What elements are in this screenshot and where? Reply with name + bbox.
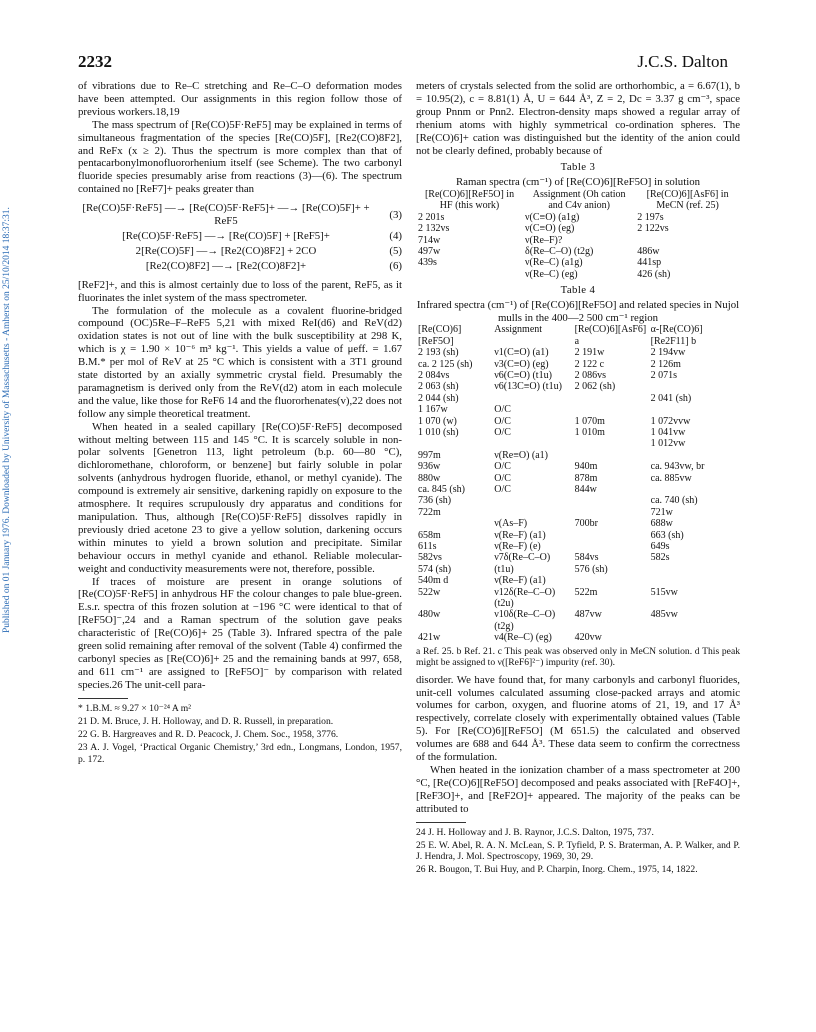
table-cell: ν(As–F) <box>494 518 528 530</box>
table-cell <box>492 507 572 518</box>
table-cell: 700br <box>574 518 598 530</box>
table-cell: 582s <box>650 552 670 564</box>
paragraph: When heated in the ionization chamber of a mass spectrometer at 200 °C, [Re(CO)6][ReF5O] decomposed and peaks associated with [ReF4O]+, [ReF3O]+, and [ReF2O]+ appeared. The majority of the peaks can be attributed to <box>416 764 740 815</box>
table-cell: ca. 943vw, br <box>650 461 705 473</box>
table-cell: 515vw <box>650 586 678 598</box>
table-cell: ν6(13C≡O) (t1u) <box>494 381 562 393</box>
table-row <box>416 257 740 268</box>
table-cell: ν12δ(Re–C–O) (t2u) <box>494 586 556 610</box>
table-cell: ca. 740 (sh) <box>650 495 698 507</box>
table-cell: O/C <box>494 472 511 484</box>
reaction-scheme <box>78 202 402 273</box>
equation-number: (4) <box>389 229 402 242</box>
table-row <box>416 416 740 427</box>
table-cell: 2 063 (sh) <box>418 381 459 393</box>
table-cell: 721w <box>650 506 673 518</box>
table-cell: ν(Re–C) (a1g) <box>525 257 583 269</box>
table-row <box>416 450 740 461</box>
footnote: 25 E. W. Abel, R. A. N. McLean, S. P. Tyfield, P. S. Braterman, A. P. Walker, and P. J. Hendra, J. Mol. Spectroscopy, 1969, 30, 29. <box>416 839 740 863</box>
table-cell: 439s <box>418 257 437 269</box>
table-cell <box>649 404 740 415</box>
table-cell: 2 086vs <box>574 369 606 381</box>
table-header-row <box>416 324 740 347</box>
table-cell: 722m <box>418 506 441 518</box>
table-cell: 522w <box>418 586 441 598</box>
table-cell: 2 201s <box>418 211 445 223</box>
table-cell <box>649 450 740 461</box>
table-cell: 997m <box>418 449 441 461</box>
table-cell: 441sp <box>637 257 662 269</box>
table-cell: ν(Re–F) (e) <box>494 541 541 552</box>
table-cell: ν(Re–F)? <box>525 234 563 246</box>
table-cell: 2 126m <box>650 358 681 370</box>
table-cell: 1 041vw <box>650 426 686 438</box>
table-cell: 880w <box>418 472 441 484</box>
table-row <box>416 518 740 529</box>
table-cell: 426 (sh) <box>637 268 671 280</box>
table-cell: ν(Re≡O) (a1) <box>494 449 549 461</box>
column-header: [Re(CO)6][ReF5O] <box>418 324 462 347</box>
table-cell: ca. 845 (sh) <box>418 483 465 495</box>
table-cell <box>492 495 572 506</box>
table-row <box>416 381 740 392</box>
table-cell: 421w <box>418 632 441 644</box>
table-header-row <box>416 189 740 212</box>
table-row <box>416 632 740 643</box>
table-caption: Table 4 <box>560 284 596 297</box>
table-cell: 714w <box>418 234 441 246</box>
reaction-equation <box>78 260 402 273</box>
table-row <box>416 246 740 257</box>
table-cell: 487vw <box>574 609 602 621</box>
table-row <box>416 438 740 449</box>
table-cell: 2 122 c <box>574 358 605 370</box>
paragraph: The mass spectrum of [Re(CO)5F·ReF5] may be explained in terms of simultaneous fragmentation of the species [Re(CO)5F], [Re2(CO)8F2], and ReFx (x ≥ 2). Thus the spectrum is more complex than that of pentacarbonylmonofluororhenium itself (see Scheme). The two carbonyl fluoride species presumably arise from reactions (3)—(6). The spectrum contained no [ReF7]+ peaks greater than <box>78 118 402 196</box>
table-cell: 574 (sh) <box>418 563 452 575</box>
table-cell: ν(Re–F) (a1) <box>494 529 546 541</box>
table-row <box>416 269 740 280</box>
table-row <box>416 359 740 370</box>
table-row <box>416 575 740 586</box>
table-cell: 1 012vw <box>650 438 686 450</box>
footnote: 23 A. J. Vogel, ‘Practical Organic Chemistry,’ 3rd edn., Longmans, London, 1957, p. 172. <box>78 742 402 765</box>
table-cell: 936w <box>418 461 441 473</box>
reaction-formula: [Re2(CO)8F2] —→ [Re2(CO)8F2]+ <box>145 259 307 272</box>
table-cell: ca. 885vw <box>650 472 692 484</box>
equation-number: (5) <box>389 244 402 257</box>
table-cell: 1 167w <box>418 404 448 416</box>
table-cell <box>573 507 649 518</box>
table-cell: ν1(C≡O) (a1) <box>494 347 549 359</box>
paragraph: disorder. We have found that, for many carbonyls and carbonyl fluorides, unit-cell volumes calculated assuming close-packed arrays and atomic volumes for carbon, oxygen, and fluorine atoms of 21, 19, and 17 Å³ respectively, correlate closely with experimentally obtained values (Table 5). For [Re(CO)6][ReF5O] (M 651.5) the calculated and observed volumes are 688 and 644 Å³. These data seem to confirm the correctness of the formulation. <box>416 673 740 764</box>
table-cell: ν10δ(Re–C–O) (t2g) <box>494 609 556 632</box>
table-row <box>416 393 740 404</box>
table-row <box>416 541 740 552</box>
paragraph: [ReF2]+, and this is almost certainly due to loss of the parent, ReF5, as it fluorinates the inlet system of the mass spectrometer. <box>78 278 402 304</box>
table-cell: 576 (sh) <box>574 563 608 575</box>
table-cell: 1 070m <box>574 415 605 427</box>
reaction-formula: 2[Re(CO)5F] —→ [Re2(CO)8F2] + 2CO <box>135 244 317 257</box>
right-column <box>416 80 740 877</box>
table-cell: 688w <box>650 518 673 530</box>
table-cell: 540m d <box>418 575 449 587</box>
table-cell <box>649 564 740 575</box>
table-cell: 2 062 (sh) <box>574 381 616 393</box>
footnote: * 1.B.M. ≈ 9.27 × 10⁻²⁴ A m² <box>78 702 192 714</box>
table-title: Infrared spectra (cm⁻¹) of [Re(CO)6][ReF5O] and related species in Nujol mulls in the 400—2 500 cm⁻¹ region <box>416 299 740 324</box>
left-column <box>78 80 402 767</box>
table-row <box>416 552 740 563</box>
table-cell <box>573 530 649 541</box>
footnote-divider <box>416 822 466 823</box>
table-cell: O/C <box>494 461 511 473</box>
table-cell <box>573 393 649 404</box>
table-cell: 2 193 (sh) <box>418 347 459 359</box>
table-cell <box>573 450 649 461</box>
table-cell: ν4(Re–C) (eg) <box>494 632 552 644</box>
table-row <box>416 347 740 358</box>
raman-table <box>416 189 740 280</box>
table-cell <box>649 381 740 392</box>
table-cell: ν7δ(Re–C–O) <box>494 552 551 564</box>
table-row <box>416 564 740 575</box>
table-cell: 584vs <box>574 552 599 564</box>
page-number: 2232 <box>78 52 112 71</box>
paragraph: The formulation of the molecule as a covalent fluorine-bridged compound (OC)5Re–F–ReF5 5,21 with mixed ReI(d6) and ReV(d2) oxidation states is not out of line with the bulk susceptibility at 298 K, which is χ = 1.90 × 10⁻⁶ m³ kg⁻¹. This yields a value of μeff. = 1.67 B.M.* per mol of ReV at 25 °C which is consistent with a 3T1 ground state distorted by an axially symmetric crystal field. Presumably the paramagnetism is derived only from the ReV(d2) atom in each molecule and the value, like those for ReF6 14 and the fluororhenates(v),22 does not follow any simple theoretical treatment. <box>78 304 402 420</box>
paragraph: When heated in a sealed capillary [Re(CO)5F·ReF5] decomposed without melting between 115 and 145 °C. It is scarcely soluble in non-polar solvents [Genetron 113, light petroleum (b.p. 60—80 °C), dichloromethane, chloroform, or benzene] but fairly soluble in polar solvents (anhydrous hydrogen fluoride, ethanol, or methyl cyanide). The compound is extremely air sensitive, darkening rapidly on exposure to the atmosphere. It requires scrupulously dry apparatus and conditions for manipulation. Thus, although [Re(CO)5F·ReF5] dissolves rapidly in previously dried acetone 23 to give a yellow solution, darkening occurs within minutes to yield a brown solution and precipitate. Similar behaviour occurs in methyl cyanide and ethanol. Reliable molecular-weight and conductivity measurements were not, therefore, possible. <box>78 420 402 575</box>
table-cell: 2 071s <box>650 369 678 381</box>
column-header: Assignment (Oh cation and C4v anion) <box>532 188 626 212</box>
table-cell: 1 010m <box>574 426 605 438</box>
table-cell: 2 197s <box>637 211 664 223</box>
table-cell <box>573 541 649 552</box>
table-title: Raman spectra (cm⁻¹) of [Re(CO)6][ReF5O] in solution <box>455 176 700 189</box>
table-cell: 658m <box>418 529 441 541</box>
paragraph: of vibrations due to Re–C stretching and Re–C–O deformation modes have been attempted. Our assignments in this region follow those of previous workers.18,19 <box>78 80 402 118</box>
table-cell: ca. 2 125 (sh) <box>418 358 473 370</box>
table-cell: 497w <box>418 245 441 257</box>
table-cell: ν(Re–C) (eg) <box>525 268 578 280</box>
table-row <box>416 484 740 495</box>
table-cell: (t1u) <box>494 563 514 575</box>
download-notice: Published on 01 January 1976. Downloaded by University of Massachusetts - Amherst on 25/10/2014 18:37:31. <box>2 207 12 633</box>
table-cell: ν(Re–F) (a1) <box>494 575 546 587</box>
table-row <box>416 235 740 246</box>
table-cell: 582vs <box>418 552 442 564</box>
table-cell <box>573 404 649 415</box>
table-row <box>416 530 740 541</box>
footnote-divider <box>78 698 128 699</box>
table-row <box>416 507 740 518</box>
column-header: [Re(CO)6][ReF5O] in HF (this work) <box>424 188 515 212</box>
equation-number: (6) <box>389 259 402 272</box>
reaction-equation <box>78 202 402 228</box>
table-cell: δ(Re–C–O) (t2g) <box>525 245 594 257</box>
table-cell <box>492 438 572 449</box>
table-cell: 649s <box>650 541 670 552</box>
table-row <box>416 427 740 438</box>
table-cell: 663 (sh) <box>650 529 684 541</box>
table-row <box>416 609 740 632</box>
table-row <box>416 404 740 415</box>
table-cell: 522m <box>574 586 598 598</box>
paragraph: meters of crystals selected from the solid are orthorhombic, a = 6.67(1), b = 10.95(2), c = 8.81(1) Å, U = 644 Å³, Z = 2, Dc = 3.37 g cm⁻³, space group Pnnm or Pnn2. Electron-density maps showed a regular array of rhenium atoms with highly symmetrical co-ordination spheres. The [Re(CO)6]+ cation was distinguished but the identity of the anion could not be clearly defined, probably because of <box>416 80 740 157</box>
column-header: α-[Re(CO)6][Re2F11] b <box>650 324 703 347</box>
table-cell <box>492 393 572 404</box>
reaction-equation <box>78 230 402 243</box>
table-cell <box>416 518 492 529</box>
footnote: 26 R. Bougon, T. Bui Huy, and P. Charpin, Inorg. Chem., 1975, 14, 1822. <box>416 864 698 876</box>
table-row <box>416 495 740 506</box>
table-cell: 420vw <box>574 632 602 644</box>
equation-number: (3) <box>389 208 402 221</box>
table-cell <box>649 575 740 586</box>
table-cell: ν(C≡O) (eg) <box>525 223 575 235</box>
table-cell: 480w <box>418 609 441 621</box>
table-caption: Table 3 <box>560 161 596 174</box>
table-cell: 844w <box>574 483 597 495</box>
footnote: 22 G. B. Hargreaves and R. D. Peacock, J. Chem. Soc., 1958, 3776. <box>78 729 339 741</box>
table-row <box>416 370 740 381</box>
table-cell: 2 191w <box>574 347 605 359</box>
table-cell: 2 132vs <box>418 223 450 235</box>
table-row <box>416 461 740 472</box>
table-row <box>416 212 740 223</box>
table-cell: 1 072vvw <box>650 415 691 427</box>
table-cell: 2 044 (sh) <box>418 392 459 404</box>
table-cell: ν3(C≡O) (eg) <box>494 358 549 370</box>
table-cell: 485vw <box>650 609 678 621</box>
table-row <box>416 587 740 610</box>
reaction-equation <box>78 245 402 258</box>
table-cell: 2 122vs <box>637 223 669 235</box>
column-header: [Re(CO)6][AsF6] a <box>574 324 647 347</box>
footnote: 21 D. M. Bruce, J. H. Holloway, and D. R. Russell, in preparation. <box>78 715 334 727</box>
journal-title: J.C.S. Dalton <box>637 52 728 71</box>
column-header: [Re(CO)6][AsF6] in MeCN (ref. 25) <box>646 188 729 212</box>
paragraph: If traces of moisture are present in orange solutions of [Re(CO)5F·ReF5] in anhydrous HF the colour changes to pale blue-green. E.s.r. spectra of this frozen solution at −196 °C were identical to that of [ReF5O]⁻,24 and a Raman spectrum of the solution gave peaks characteristic of [Re(CO)6]+ 25 (Table 3). Infrared spectra of the pale green solid remaining after removal of the solvent (Table 4) confirmed the carbonyl species as [Re(CO)6]+ 25 and the remaining bands at 997, 658, and 611 cm⁻¹ are assigned to [ReF5O]⁻ by comparison with related species.26 The unit-cell para- <box>78 575 402 691</box>
table-cell <box>649 484 740 495</box>
table-cell: 1 070 (w) <box>418 415 457 427</box>
table-cell: 486w <box>637 245 660 257</box>
table-cell: 2 041 (sh) <box>650 392 692 404</box>
infrared-table <box>416 324 740 643</box>
table-row <box>416 473 740 484</box>
table-cell: 940m <box>574 461 598 473</box>
table-cell: 611s <box>418 541 437 552</box>
table-cell: O/C <box>494 415 511 427</box>
reaction-formula: [Re(CO)5F·ReF5] —→ [Re(CO)5F] + [ReF5]+ <box>122 229 330 242</box>
table-cell: 1 010 (sh) <box>418 426 459 438</box>
table-cell: 2 084vs <box>418 369 450 381</box>
table-cell: O/C <box>494 404 511 416</box>
table-cell: 736 (sh) <box>418 495 452 507</box>
table-cell: O/C <box>494 426 511 438</box>
table-cell <box>416 269 523 280</box>
table-cell <box>416 438 492 449</box>
table-cell: O/C <box>494 483 511 495</box>
table-cell <box>635 235 740 246</box>
table-cell: ν6(C≡O) (t1u) <box>494 369 552 381</box>
table-cell <box>573 575 649 586</box>
column-header: Assignment <box>494 324 543 336</box>
table-cell <box>649 632 740 643</box>
table-cell <box>573 495 649 506</box>
table-cell: ν(C≡O) (a1g) <box>525 211 580 223</box>
table-cell <box>573 438 649 449</box>
footnote: 24 J. H. Holloway and J. B. Raynor, J.C.S. Dalton, 1975, 737. <box>416 826 654 838</box>
reaction-formula: [Re(CO)5F·ReF5] —→ [Re(CO)5F·ReF5]+ —→ [Re(CO)5F]+ + ReF5 <box>82 202 370 228</box>
table-cell: 2 194vw <box>650 347 686 359</box>
table-footnote: a Ref. 25. b Ref. 21. c This peak was observed only in MeCN solution. d This peak might be assigned to ν([ReF6]²⁻) impurity (ref. 30). <box>416 645 740 668</box>
table-cell: 878m <box>574 472 598 484</box>
table-row <box>416 223 740 234</box>
